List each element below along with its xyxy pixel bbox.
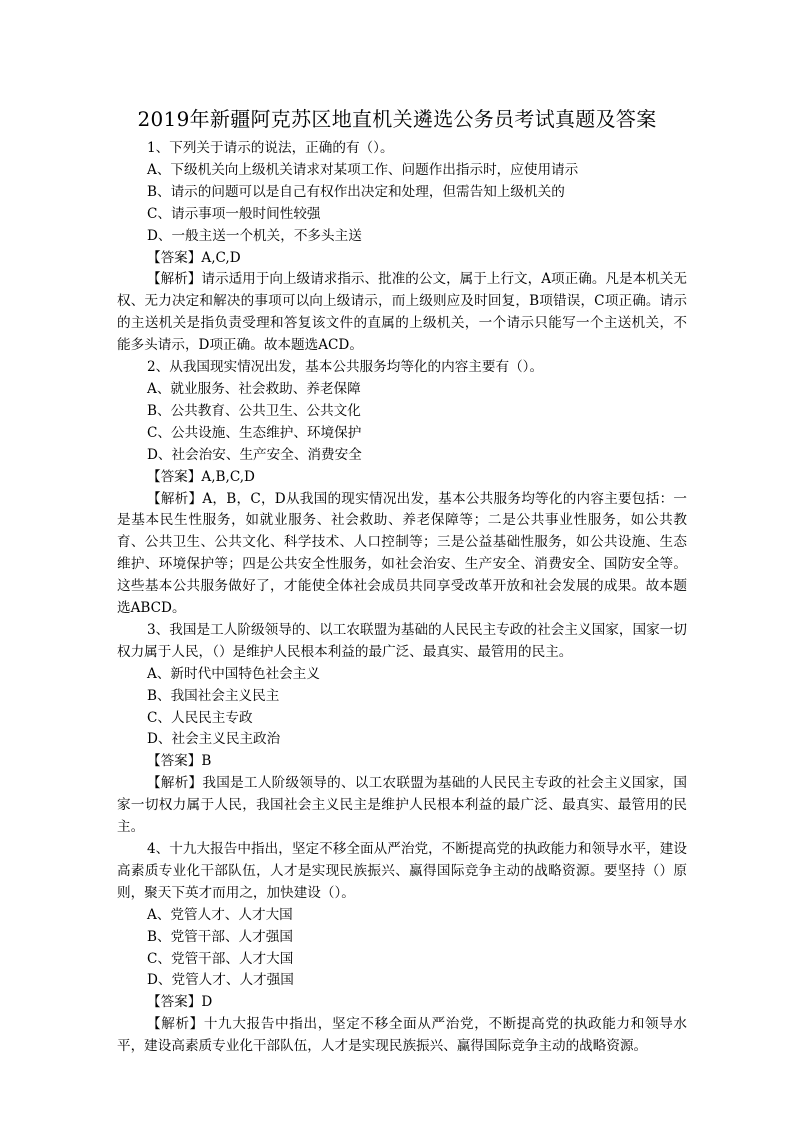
answer-line	[117, 467, 687, 489]
question-option: B、公共教育、公共卫生、公共文化	[147, 402, 361, 419]
question-option: C、公共设施、生态维护、环境保护	[147, 424, 362, 441]
question-stem: 2、从我国现实情况出发，基本公共服务均等化的内容主要有（）。	[147, 359, 544, 376]
question-block	[117, 620, 687, 839]
question-stem: 1、下列关于请示的说法，正确的有（）。	[147, 140, 394, 156]
analysis-label: 【解析】	[147, 490, 203, 507]
question-option: D、社会治安、生产安全、消费安全	[147, 446, 362, 463]
analysis-text: 请示适用于向上级请求指示、批准的公文，属于上行文，A项正确。凡是本机关无权、无力决定和解决的事项可以向上级请示，而上级则应及时回复，B项错误，C项正确。请示的主送机关是指负责受理和答复该文件的直属的上级机关，一个请示只能写一个主送机关，不能多头请示，D项正确。故本题选ACD。	[117, 271, 688, 354]
analysis-text: 我国是工人阶级领导的、以工农联盟为基础的人民民主专政的社会主义国家，国家一切权力属于人民，我国社会主义民主是维护人民根本利益的最广泛、最真实、最管用的民主。	[117, 775, 688, 836]
answer-label: 【答案】	[147, 249, 202, 266]
answer-label: 【答案】	[147, 753, 202, 770]
question-block	[117, 357, 687, 620]
analysis-text: A，B，C，D从我国的现实情况出发，基本公共服务均等化的内容主要包括：一是基本民生性服务，如就业服务、社会救助、养老保障等；二是公共事业性服务，如公共教育、公共卫生、公共文化、科学技术、人口控制等；三是公益基础性服务，如公共设施、生态维护、环境保护等；四是公共安全性服务，如社会治安、生产安全、消费安全、国防安全等。这些基本公共服务做好了，才能使全体社会成员共同享受改革开放和社会发展的成果。故本题选ABCD。	[117, 490, 688, 617]
answer-line	[117, 248, 687, 270]
question-option: A、下级机关向上级机关请求对某项工作、问题作出指示时，应使用请示	[147, 161, 579, 178]
document-title: 2019年新疆阿克苏区地直机关遴选公务员考试真题及答案	[137, 107, 657, 131]
analysis-paragraph	[117, 773, 687, 839]
question-option: A、党管人才、人才大国	[147, 906, 293, 923]
question-option: A、新时代中国特色社会主义	[147, 665, 320, 682]
answer-value: B	[201, 753, 212, 770]
analysis-label: 【解析】	[147, 271, 202, 288]
question-option: A、就业服务、社会救助、养老保障	[147, 380, 361, 397]
question-option: D、社会主义民主政治	[147, 731, 281, 748]
answer-value: A,B,C,D	[201, 468, 255, 485]
answer-label: 【答案】	[147, 994, 202, 1011]
analysis-paragraph	[117, 489, 687, 620]
document-body	[117, 138, 687, 1058]
answer-line	[117, 992, 687, 1014]
question-option: D、一般主送一个机关，不多头主送	[147, 227, 362, 244]
question-stem: 4、十九大报告中指出，坚定不移全面从严治党，不断提高党的执政能力和领导水平，建设高素质专业化干部队伍，人才是实现民族振兴、赢得国际竞争主动的战略资源。要坚持（）原则，聚天下英才而用之，加快建设（）。	[117, 841, 687, 901]
question-option: B、我国社会主义民主	[147, 687, 280, 704]
answer-label: 【答案】	[147, 468, 202, 485]
analysis-text: 十九大报告中指出，坚定不移全面从严治党，不断提高党的执政能力和领导水平，建设高素质专业化干部队伍，人才是实现民族振兴、赢得国际竞争主动的战略资源。	[117, 1016, 688, 1055]
answer-line	[117, 751, 687, 773]
question-option: B、请示的问题可以是自己有权作出决定和处理，但需告知上级机关的	[147, 183, 565, 200]
analysis-paragraph	[117, 269, 687, 357]
answer-value: A,C,D	[201, 249, 241, 266]
analysis-paragraph	[117, 1014, 687, 1058]
question-option: D、党管人才、人才强国	[147, 972, 294, 989]
answer-value: D	[201, 994, 213, 1011]
analysis-label: 【解析】	[147, 775, 203, 792]
question-option: C、人民民主专政	[147, 709, 253, 726]
question-block	[117, 839, 687, 1058]
analysis-label: 【解析】	[147, 1016, 204, 1033]
question-stem: 3、我国是工人阶级领导的、以工农联盟为基础的人民民主专政的社会主义国家，国家一切权力属于人民，（）是维护人民根本利益的最广泛、最真实、最管用的民主。	[117, 621, 687, 660]
question-option: B、党管干部、人才强国	[147, 928, 293, 945]
question-option: C、党管干部、人才大国	[147, 950, 294, 967]
question-block	[117, 138, 687, 357]
question-option: C、请示事项一般时间性较强	[147, 205, 321, 222]
